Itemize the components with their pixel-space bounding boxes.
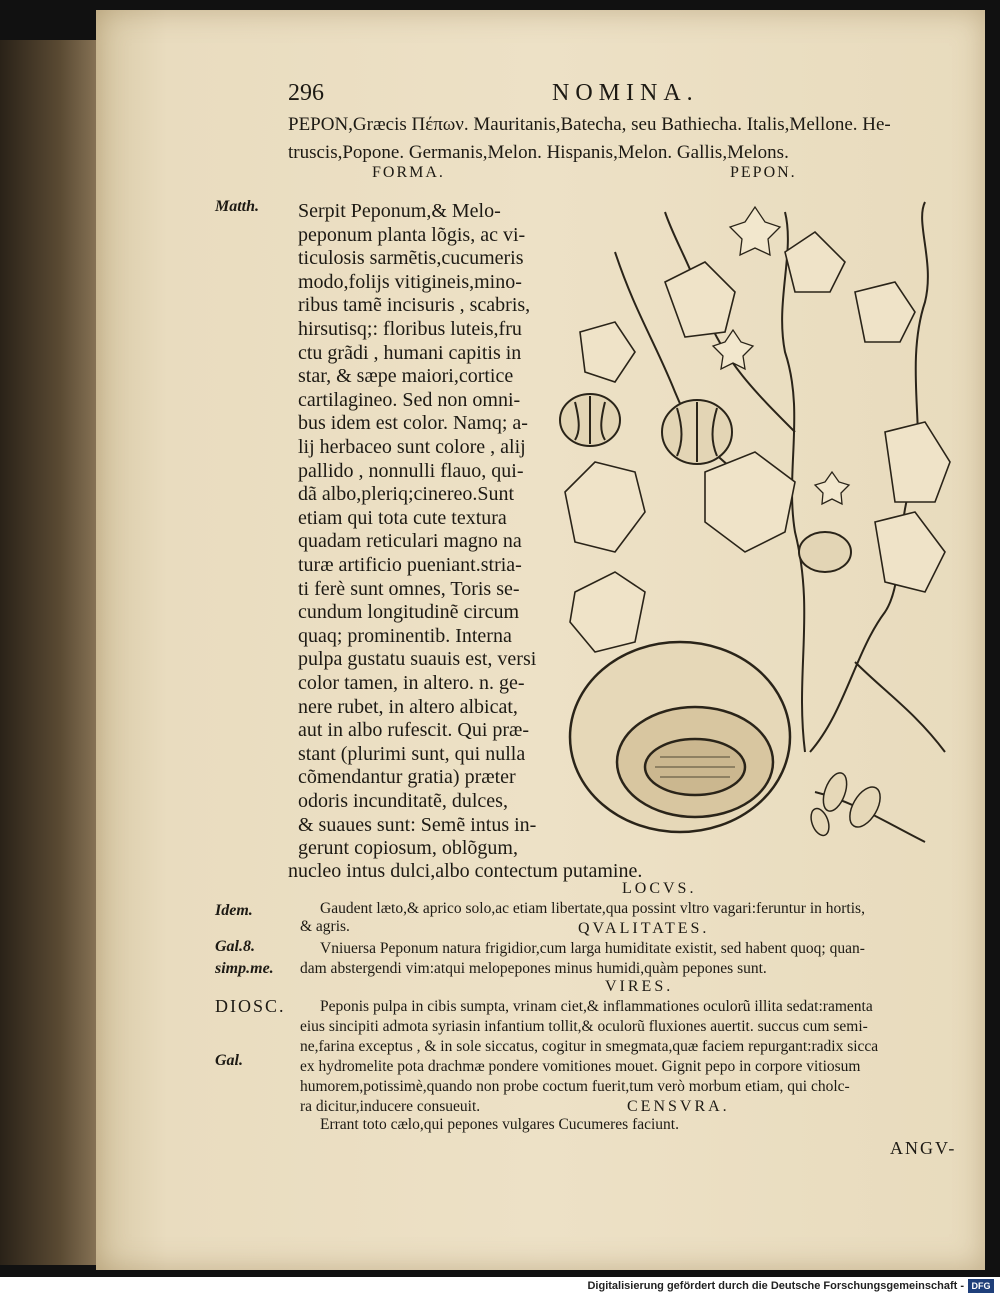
censura-heading: CENSVRA. [627,1098,730,1115]
forma-line: bus idem est color. Namq; a- [298,412,528,435]
forma-line: stant (plurimi sunt, qui nulla [298,742,526,765]
vires-line: ra dicitur,inducere consueuit. [300,1098,481,1115]
margin-note-gal8: Gal.8. [215,938,255,955]
forma-line: ribus tamẽ incisuris , scabris, [298,294,531,317]
locus-heading: LOCVS. [622,880,697,897]
forma-last-line: nucleo intus dulci,albo contectum putamine. [288,860,643,882]
vires-line: ex hydromelite pota drachmæ pondere vomitiones mouet. Gignit pepo in corpore vitiosum [300,1058,861,1075]
qualitates-line-2: dam abstergendi vim:atqui melopepones minus humidi,quàm pepones sunt. [300,960,767,977]
vires-line: humorem,potissimè,quando non probe coctum fuerit,tum verò morbum etiam, qui cholc- [300,1078,850,1095]
forma-line: ticulosis sarmẽtis,cucumeris [298,247,524,270]
locus-line-1: Gaudent læto,& aprico solo,ac etiam libertate,qua possint vltro vagari:feruntur in hortis, [320,900,865,917]
forma-line: gerunt copiosum, oblõgum, [298,837,518,860]
vires-heading: VIRES. [605,978,674,995]
forma-heading: FORMA. [372,164,445,181]
locus-line-2: & agris. [300,918,350,935]
margin-note-matth: Matth. [215,198,260,215]
page-number: 296 [288,80,324,106]
forma-line: cartilagineo. Sed non omni- [298,388,521,411]
forma-line: cõmendantur gratia) præter [298,766,516,789]
forma-line: Serpit Peponum,& Melo- [298,200,501,222]
margin-note-simp: simp.me. [215,960,274,977]
forma-line: quadam reticulari magno na [298,530,522,553]
names-line-2: truscis,Popone. Germanis,Melon. Hispanis,Melon. Gallis,Melons. [288,142,789,163]
melon-plant-woodcut [555,192,955,857]
running-title: NOMINA. [552,80,699,106]
catchword: ANGV- [890,1138,957,1158]
forma-line: hirsutisq;: floribus luteis,fru [298,318,522,340]
forma-line: & suaues sunt: Semẽ intus in- [298,813,537,836]
pepon-heading: PEPON. [730,164,797,181]
forma-line: star, & sæpe maiori,cortice [298,365,514,388]
forma-line: color tamen, in altero. n. ge- [298,672,525,694]
footer-credit: Digitalisierung gefördert durch die Deutsche Forschungsgemeinschaft - [587,1280,964,1292]
forma-line: pulpa gustatu suauis est, versi [298,648,537,671]
forma-line: modo,folijs vitigineis,mino- [298,270,522,293]
forma-line: etiam qui tota cute textura [298,506,507,529]
censura-line-1: Errant toto cælo,qui pepones vulgares Cucumeres faciunt. [320,1116,679,1133]
vires-line: eius sincipiti admota syriasin infantium tollit,& oculorũ fluxiones auertit. succus cum semi- [300,1018,868,1035]
forma-line: dã albo,pleriq;cinereo.Sunt [298,483,515,506]
forma-line: ti ferè sunt omnes, Toris se- [298,577,520,600]
forma-line: peponum planta lõgis, ac vi- [298,223,526,246]
forma-line: lij herbaceo sunt colore , alij [298,436,526,458]
forma-line: ctu grãdi , humani capitis in [298,341,522,364]
qualitates-line-1: Vniuersa Peponum natura frigidior,cum larga humiditate existit, sed habent quoq; quan- [320,940,865,957]
vires-line: ne,farina exceptus , & in sole siccatus, cogitur in smegmata,quæ faciem repurgant:radix sicca [300,1038,879,1055]
dfg-logo: DFG [968,1279,994,1293]
book-edge [0,40,100,1265]
forma-line: turæ artificio pueniant.stria- [298,554,522,576]
forma-line: pallido , nonnulli flauo, qui- [298,459,524,482]
forma-line: odoris incunditatẽ, dulces, [298,790,508,812]
margin-note-idem: Idem. [215,902,253,919]
forma-line: cundum longitudinẽ circum [298,601,520,624]
vires-line: Peponis pulpa in cibis sumpta, vrinam ciet,& inflammationes oculorũ illita sedat:ramenta [320,998,873,1015]
names-line-1: PEPON,Græcis Πέπων. Mauritanis,Batecha, seu Bathiecha. Italis,Mellone. He- [288,114,891,135]
qualitates-heading: QVALITATES. [578,920,710,937]
margin-note-gal: Gal. [215,1052,243,1069]
margin-note-diosc: DIOSC. [215,996,286,1016]
forma-line: nere rubet, in altero albicat, [298,695,518,718]
forma-line: quaq; prominentib. Interna [298,624,512,647]
forma-line: aut in albo rufescit. Qui præ- [298,719,530,742]
